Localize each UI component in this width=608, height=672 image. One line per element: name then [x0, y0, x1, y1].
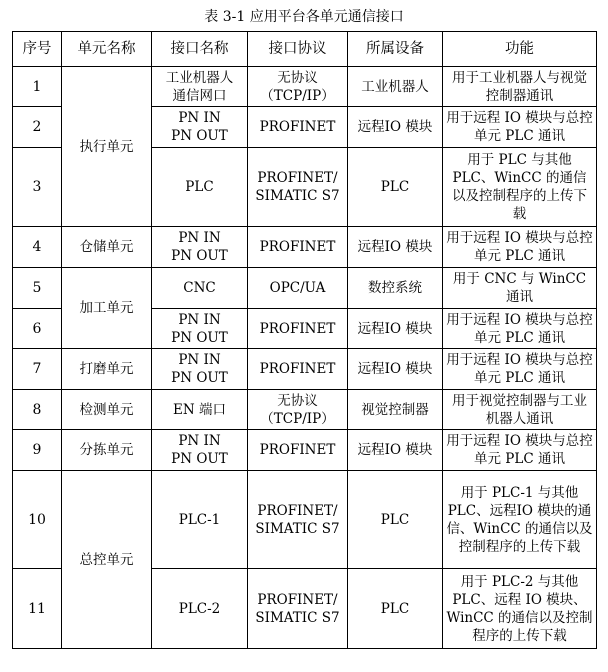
unit-cell: 检测单元 [62, 390, 152, 430]
protocol-cell: PROFINET [248, 430, 348, 471]
unit-cell: 打磨单元 [62, 349, 152, 390]
header-cell: 所属设备 [348, 32, 443, 67]
seq-cell: 1 [13, 67, 62, 107]
seq-cell: 2 [13, 107, 62, 148]
func-cell: 用于 PLC-1 与其他 PLC、远程IO 模块的通信、WinCC 的通信以及控制程序的上传下载 [443, 471, 597, 569]
device-cell: PLC [348, 569, 443, 649]
iface-cell: PLC-1 [152, 471, 248, 569]
iface-cell: CNC [152, 268, 248, 309]
unit-cell: 执行单元 [62, 67, 152, 227]
table-row [13, 349, 597, 390]
table-row [13, 390, 597, 430]
device-cell: 远程IO 模块 [348, 227, 443, 268]
header-cell: 接口协议 [248, 32, 348, 67]
header-cell: 功能 [443, 32, 597, 67]
seq-cell: 4 [13, 227, 62, 268]
protocol-cell: PROFINET/ SIMATIC S7 [248, 569, 348, 649]
device-cell: PLC [348, 148, 443, 227]
func-cell: 用于远程 IO 模块与总控单元 PLC 通讯 [443, 227, 597, 268]
protocol-cell: PROFINET/ SIMATIC S7 [248, 148, 348, 227]
header-cell: 序号 [13, 32, 62, 67]
seq-cell: 7 [13, 349, 62, 390]
func-cell: 用于远程 IO 模块与总控单元 PLC 通讯 [443, 107, 597, 148]
device-cell: 远程IO 模块 [348, 349, 443, 390]
iface-cell: PN IN PN OUT [152, 349, 248, 390]
seq-cell: 9 [13, 430, 62, 471]
communication-interface-table [12, 31, 597, 649]
device-cell: 远程IO 模块 [348, 107, 443, 148]
func-cell: 用于 CNC 与 WinCC 通讯 [443, 268, 597, 309]
iface-cell: 工业机器人 通信网口 [152, 67, 248, 107]
device-cell: 远程IO 模块 [348, 430, 443, 471]
seq-cell: 6 [13, 309, 62, 349]
iface-cell: EN 端口 [152, 390, 248, 430]
table-row [13, 471, 597, 569]
iface-cell: PN IN PN OUT [152, 107, 248, 148]
protocol-cell: PROFINET [248, 309, 348, 349]
seq-cell: 8 [13, 390, 62, 430]
iface-cell: PLC-2 [152, 569, 248, 649]
seq-cell: 3 [13, 148, 62, 227]
func-cell: 用于远程 IO 模块与总控单元 PLC 通讯 [443, 309, 597, 349]
unit-cell: 加工单元 [62, 268, 152, 349]
header-cell: 单元名称 [62, 32, 152, 67]
seq-cell: 5 [13, 268, 62, 309]
table-row [13, 430, 597, 471]
seq-cell: 10 [13, 471, 62, 569]
device-cell: 远程IO 模块 [348, 309, 443, 349]
iface-cell: PN IN PN OUT [152, 430, 248, 471]
func-cell: 用于视觉控制器与工业机器人通讯 [443, 390, 597, 430]
iface-cell: PN IN PN OUT [152, 309, 248, 349]
unit-cell: 分拣单元 [62, 430, 152, 471]
func-cell: 用于远程 IO 模块与总控单元 PLC 通讯 [443, 430, 597, 471]
device-cell: 视觉控制器 [348, 390, 443, 430]
iface-cell: PLC [152, 148, 248, 227]
seq-cell: 11 [13, 569, 62, 649]
protocol-cell: PROFINET/ SIMATIC S7 [248, 471, 348, 569]
protocol-cell: 无协议 （TCP/IP） [248, 390, 348, 430]
table-row [13, 268, 597, 309]
table-row [13, 227, 597, 268]
func-cell: 用于 PLC-2 与其他 PLC、远程 IO 模块、WinCC 的通信以及控制程序的上传下载 [443, 569, 597, 649]
unit-cell: 总控单元 [62, 471, 152, 649]
func-cell: 用于工业机器人与视觉控制器通讯 [443, 67, 597, 107]
header-row [13, 32, 597, 67]
device-cell: 数控系统 [348, 268, 443, 309]
unit-cell: 仓储单元 [62, 227, 152, 268]
protocol-cell: OPC/UA [248, 268, 348, 309]
table-row [13, 67, 597, 107]
header-cell: 接口名称 [152, 32, 248, 67]
func-cell: 用于远程 IO 模块与总控单元 PLC 通讯 [443, 349, 597, 390]
func-cell: 用于 PLC 与其他 PLC、WinCC 的通信以及控制程序的上传下载 [443, 148, 597, 227]
protocol-cell: 无协议 （TCP/IP） [248, 67, 348, 107]
iface-cell: PN IN PN OUT [152, 227, 248, 268]
device-cell: PLC [348, 471, 443, 569]
protocol-cell: PROFINET [248, 107, 348, 148]
protocol-cell: PROFINET [248, 227, 348, 268]
protocol-cell: PROFINET [248, 349, 348, 390]
table-caption: 表 3-1 应用平台各单元通信接口 [204, 9, 404, 25]
device-cell: 工业机器人 [348, 67, 443, 107]
